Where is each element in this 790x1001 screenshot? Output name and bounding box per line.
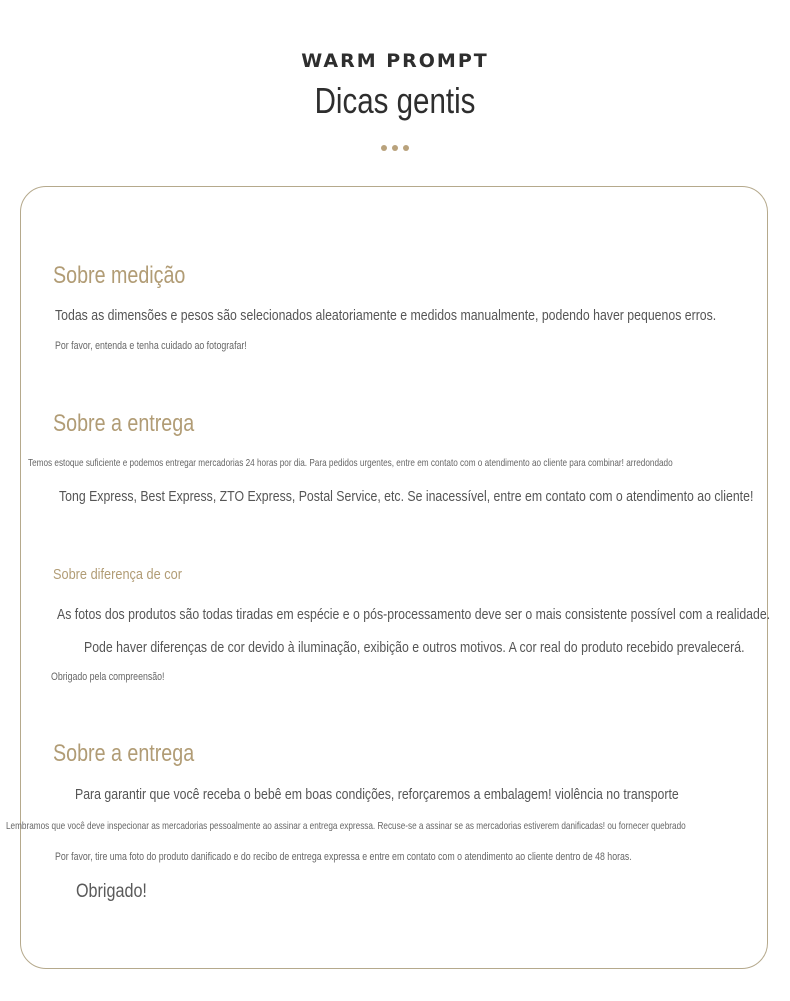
dot-icon	[392, 145, 398, 151]
section-title-delivery: Sobre a entrega	[53, 410, 195, 437]
section-title-measurement: Sobre medição	[53, 262, 186, 289]
section-title-delivery-2: Sobre a entrega	[53, 740, 195, 767]
section-line: Todas as dimensões e pesos são selecionados aleatoriamente e medidos manualmente, podendo haver pequenos erros.	[55, 307, 717, 324]
thanks-text: Obrigado!	[76, 881, 147, 902]
section-line: Por favor, entenda e tenha cuidado ao fotografar!	[55, 340, 247, 352]
decorative-dots	[0, 145, 790, 151]
section-line: Por favor, tire uma foto do produto danificado e do recibo de entrega expressa e entre em contato com o atendimento ao cliente dentro de 48 horas.	[55, 851, 632, 863]
section-title-color-difference: Sobre diferença de cor	[53, 566, 183, 583]
eyebrow-label: WARM PROMPT	[301, 50, 489, 72]
dot-icon	[403, 145, 409, 151]
section-line: Obrigado pela compreensão!	[51, 671, 165, 683]
dot-icon	[381, 145, 387, 151]
section-line: Pode haver diferenças de cor devido à iluminação, exibição e outros motivos. A cor real do produto recebido prevalecerá.	[84, 639, 745, 656]
section-line: Lembramos que você deve inspecionar as mercadorias pessoalmente ao assinar a entrega expressa. Recuse-se a assinar se as mercadorias estiverem danificadas! ou fornecer quebrado	[6, 820, 686, 832]
section-line: Para garantir que você receba o bebê em boas condições, reforçaremos a embalagem! violência no transporte	[75, 786, 679, 803]
section-line: Temos estoque suficiente e podemos entregar mercadorias 24 horas por dia. Para pedidos urgentes, entre em contato com o atendimento ao cliente para combinar! arredondado	[28, 457, 673, 469]
section-line: As fotos dos produtos são todas tiradas em espécie e o pós-processamento deve ser o mais consistente possível com a realidade.	[57, 606, 771, 623]
page-title: Dicas gentis	[314, 80, 476, 121]
section-line: Tong Express, Best Express, ZTO Express, Postal Service, etc. Se inacessível, entre em contato com o atendimento ao cliente!	[59, 488, 754, 505]
